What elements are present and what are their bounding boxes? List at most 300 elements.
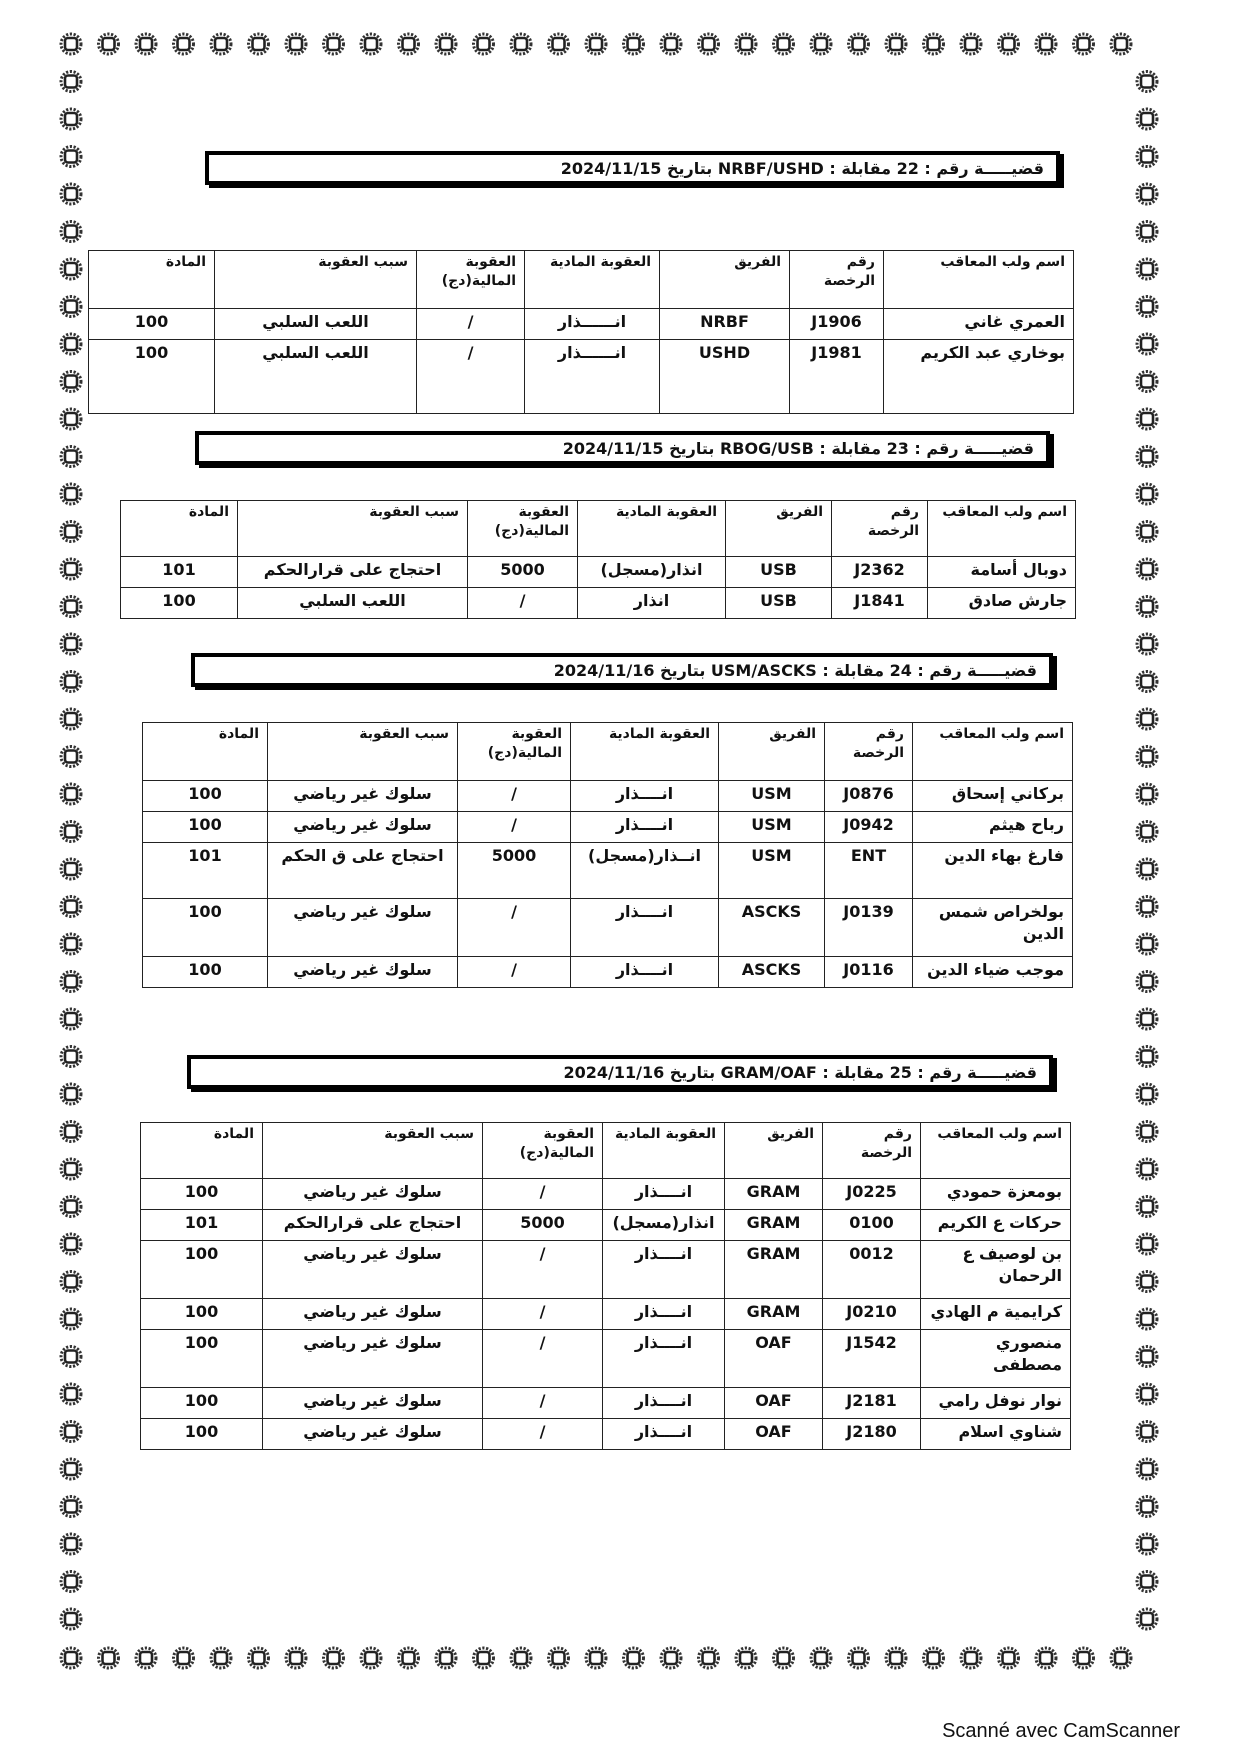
border-ornament bbox=[811, 34, 831, 54]
reason: سلوك غير رياضي bbox=[263, 1241, 483, 1299]
border-ornament bbox=[924, 1648, 944, 1668]
table-row bbox=[143, 812, 1073, 843]
offender-name: نوار نوفل رامي bbox=[921, 1388, 1071, 1419]
border-ornament bbox=[774, 34, 794, 54]
license-number: J1906 bbox=[790, 309, 884, 340]
column-header: سبب العقوبة bbox=[268, 723, 458, 781]
border-ornament bbox=[849, 1648, 869, 1668]
border-ornament bbox=[61, 409, 81, 429]
border-ornament bbox=[1137, 147, 1157, 167]
border-ornament bbox=[61, 1572, 81, 1592]
license-number: J0942 bbox=[825, 812, 913, 843]
column-header: رقم الرخصة bbox=[832, 501, 928, 557]
border-ornament bbox=[1137, 634, 1157, 654]
border-ornament bbox=[61, 972, 81, 992]
team: GRAM bbox=[725, 1241, 823, 1299]
penalty: انــذار(مسجل) bbox=[571, 843, 719, 899]
table-row bbox=[141, 1419, 1071, 1450]
column-header: المادة bbox=[121, 501, 238, 557]
border-ornament bbox=[61, 1309, 81, 1329]
border-ornament bbox=[61, 484, 81, 504]
border-ornament bbox=[361, 34, 381, 54]
border-ornament bbox=[136, 1648, 156, 1668]
column-header: رقم الرخصة bbox=[823, 1123, 921, 1179]
table-row bbox=[89, 340, 1074, 414]
border-ornament bbox=[1137, 822, 1157, 842]
border-ornament bbox=[624, 1648, 644, 1668]
date-prefix: بتاريخ bbox=[660, 660, 706, 680]
date-prefix: بتاريخ bbox=[669, 438, 715, 458]
border-ornament bbox=[1036, 1648, 1056, 1668]
penalty: انــــذار bbox=[603, 1330, 725, 1388]
offender-name: بن لوصيف ع الرحمان bbox=[921, 1241, 1071, 1299]
border-ornament bbox=[1137, 1272, 1157, 1292]
license-number: J0116 bbox=[825, 957, 913, 988]
border-ornament bbox=[961, 34, 981, 54]
penalty-table-22 bbox=[88, 250, 1074, 414]
border-ornament bbox=[1137, 559, 1157, 579]
article: 100 bbox=[143, 781, 268, 812]
case-number: قضيـــــة رقم : 24 مقابلة : bbox=[822, 660, 1037, 680]
border-ornament bbox=[1137, 1384, 1157, 1404]
fine: / bbox=[483, 1179, 603, 1210]
border-ornament bbox=[399, 1648, 419, 1668]
border-ornament bbox=[1137, 859, 1157, 879]
penalty: انــــذار bbox=[571, 957, 719, 988]
article: 100 bbox=[141, 1179, 263, 1210]
border-ornament bbox=[61, 859, 81, 879]
border-ornament bbox=[61, 1084, 81, 1104]
article: 100 bbox=[141, 1299, 263, 1330]
border-ornament bbox=[99, 34, 119, 54]
border-ornament bbox=[699, 34, 719, 54]
column-header: العقوبة المادية bbox=[525, 251, 660, 309]
offender-name: دوبال أسامة bbox=[928, 557, 1076, 588]
border-ornament bbox=[1137, 1347, 1157, 1367]
border-ornament bbox=[1137, 1009, 1157, 1029]
border-ornament bbox=[1137, 1497, 1157, 1517]
border-ornament bbox=[61, 1609, 81, 1629]
reason: احتجاج على ق الحكم bbox=[268, 843, 458, 899]
table-row bbox=[143, 843, 1073, 899]
column-header: العقوبة المالية(دج) bbox=[468, 501, 578, 557]
border-ornament bbox=[61, 934, 81, 954]
table-row bbox=[89, 309, 1074, 340]
border-ornament bbox=[61, 72, 81, 92]
border-ornament bbox=[1137, 259, 1157, 279]
border-ornament bbox=[61, 1384, 81, 1404]
case-number: قضيـــــة رقم : 25 مقابلة : bbox=[822, 1062, 1037, 1082]
team: USM bbox=[719, 781, 825, 812]
border-ornament bbox=[1137, 1422, 1157, 1442]
fine: / bbox=[483, 1241, 603, 1299]
reason: سلوك غير رياضي bbox=[263, 1330, 483, 1388]
penalty: انــــذار bbox=[603, 1419, 725, 1450]
border-ornament bbox=[1137, 297, 1157, 317]
table-row bbox=[141, 1330, 1071, 1388]
offender-name: بومعزة حمودي bbox=[921, 1179, 1071, 1210]
penalty: انــــذار bbox=[571, 812, 719, 843]
penalty: انــــــذار bbox=[525, 340, 660, 414]
border-ornament bbox=[474, 1648, 494, 1668]
border-ornament bbox=[886, 34, 906, 54]
border-ornament bbox=[1137, 484, 1157, 504]
border-ornament bbox=[1137, 409, 1157, 429]
border-ornament bbox=[511, 1648, 531, 1668]
table-row bbox=[141, 1388, 1071, 1419]
border-ornament bbox=[1137, 447, 1157, 467]
table-row bbox=[143, 957, 1073, 988]
border-ornament bbox=[624, 34, 644, 54]
penalty: انذار(مسجل) bbox=[578, 557, 726, 588]
border-ornament bbox=[61, 559, 81, 579]
border-ornament bbox=[286, 1648, 306, 1668]
border-ornament bbox=[774, 1648, 794, 1668]
border-ornament bbox=[61, 1459, 81, 1479]
article: 100 bbox=[143, 812, 268, 843]
border-ornament bbox=[211, 1648, 231, 1668]
table-row bbox=[141, 1179, 1071, 1210]
table-row bbox=[143, 781, 1073, 812]
date-prefix: بتاريخ bbox=[667, 158, 713, 178]
team: USB bbox=[726, 588, 832, 619]
reason: سلوك غير رياضي bbox=[268, 781, 458, 812]
table-header-row bbox=[141, 1123, 1071, 1179]
column-header: الفريق bbox=[719, 723, 825, 781]
border-ornament bbox=[1074, 1648, 1094, 1668]
reason: سلوك غير رياضي bbox=[263, 1179, 483, 1210]
article: 100 bbox=[141, 1419, 263, 1450]
team: GRAM bbox=[725, 1299, 823, 1330]
column-header: العقوبة المادية bbox=[603, 1123, 725, 1179]
border-ornament bbox=[249, 1648, 269, 1668]
border-ornament bbox=[1137, 597, 1157, 617]
team: USB bbox=[726, 557, 832, 588]
article: 100 bbox=[141, 1388, 263, 1419]
case-number: قضيـــــة رقم : 22 مقابلة : bbox=[829, 158, 1044, 178]
match-date: 2024/11/16 bbox=[553, 660, 655, 680]
offender-name: كرايمية م الهادي bbox=[921, 1299, 1071, 1330]
reason: احتجاج على قرارالحكم bbox=[238, 557, 468, 588]
border-ornament bbox=[1137, 1234, 1157, 1254]
offender-name: فارغ بهاء الدين bbox=[913, 843, 1073, 899]
border-ornament bbox=[61, 1422, 81, 1442]
border-ornament bbox=[661, 34, 681, 54]
license-number: J2362 bbox=[832, 557, 928, 588]
column-header: اسم ولب المعاقب bbox=[913, 723, 1073, 781]
fine: / bbox=[458, 812, 571, 843]
match-name: RBOG/USB bbox=[719, 438, 814, 458]
fine: / bbox=[458, 781, 571, 812]
border-ornament bbox=[1137, 184, 1157, 204]
border-ornament bbox=[1111, 34, 1131, 54]
border-ornament bbox=[61, 1234, 81, 1254]
article: 100 bbox=[89, 309, 215, 340]
fine: / bbox=[458, 957, 571, 988]
column-header: اسم ولب المعاقب bbox=[928, 501, 1076, 557]
border-ornament bbox=[1137, 972, 1157, 992]
border-ornament bbox=[61, 1159, 81, 1179]
reason: اللعب السلبي bbox=[215, 309, 417, 340]
border-ornament bbox=[61, 1272, 81, 1292]
license-number: J2180 bbox=[823, 1419, 921, 1450]
reason: سلوك غير رياضي bbox=[268, 899, 458, 957]
team: USHD bbox=[660, 340, 790, 414]
match-name: GRAM/OAF bbox=[720, 1062, 817, 1082]
table-row bbox=[143, 899, 1073, 957]
fine: / bbox=[483, 1388, 603, 1419]
column-header: العقوبة المالية(دج) bbox=[483, 1123, 603, 1179]
table-row bbox=[141, 1241, 1071, 1299]
border-ornament bbox=[1137, 222, 1157, 242]
border-ornament bbox=[1137, 1122, 1157, 1142]
penalty: انذار(مسجل) bbox=[603, 1210, 725, 1241]
table-header-row bbox=[143, 723, 1073, 781]
column-header: المادة bbox=[141, 1123, 263, 1179]
border-ornament bbox=[61, 147, 81, 167]
match-date: 2024/11/15 bbox=[560, 158, 662, 178]
penalty: انذار bbox=[578, 588, 726, 619]
reason: احتجاج على قرارالحكم bbox=[263, 1210, 483, 1241]
border-ornament bbox=[61, 222, 81, 242]
license-number: ENT bbox=[825, 843, 913, 899]
table-header-row bbox=[89, 251, 1074, 309]
border-ornament bbox=[61, 1122, 81, 1142]
border-ornament bbox=[1137, 1534, 1157, 1554]
border-ornament bbox=[849, 34, 869, 54]
border-ornament bbox=[61, 1347, 81, 1367]
border-ornament bbox=[1111, 1648, 1131, 1668]
team: USM bbox=[719, 812, 825, 843]
border-ornament bbox=[1137, 784, 1157, 804]
border-ornament bbox=[61, 259, 81, 279]
border-ornament bbox=[174, 34, 194, 54]
column-header: رقم الرخصة bbox=[825, 723, 913, 781]
column-header: سبب العقوبة bbox=[215, 251, 417, 309]
article: 101 bbox=[141, 1210, 263, 1241]
scanner-watermark: Scanné avec CamScanner bbox=[942, 1720, 1180, 1742]
reason: سلوك غير رياضي bbox=[263, 1388, 483, 1419]
border-ornament bbox=[286, 34, 306, 54]
fine: 5000 bbox=[458, 843, 571, 899]
offender-name: رباح هيثم bbox=[913, 812, 1073, 843]
match-name: USM/ASCKS bbox=[710, 660, 817, 680]
license-number: 0100 bbox=[823, 1210, 921, 1241]
border-ornament bbox=[1137, 522, 1157, 542]
border-ornament bbox=[61, 297, 81, 317]
border-ornament bbox=[1137, 672, 1157, 692]
article: 101 bbox=[143, 843, 268, 899]
border-ornament bbox=[61, 34, 81, 54]
border-ornament bbox=[1137, 1572, 1157, 1592]
fine: / bbox=[483, 1299, 603, 1330]
case-header-23 bbox=[195, 431, 1050, 465]
table-row bbox=[121, 588, 1076, 619]
border-ornament bbox=[61, 447, 81, 467]
border-ornament bbox=[1137, 1159, 1157, 1179]
border-ornament bbox=[211, 34, 231, 54]
table-row bbox=[141, 1210, 1071, 1241]
license-number: J1841 bbox=[832, 588, 928, 619]
offender-name: بركاني إسحاق bbox=[913, 781, 1073, 812]
border-ornament bbox=[324, 34, 344, 54]
column-header: الفريق bbox=[726, 501, 832, 557]
team: USM bbox=[719, 843, 825, 899]
column-header: الفريق bbox=[725, 1123, 823, 1179]
license-number: J0876 bbox=[825, 781, 913, 812]
border-ornament bbox=[1036, 34, 1056, 54]
license-number: 0012 bbox=[823, 1241, 921, 1299]
border-ornament bbox=[1137, 934, 1157, 954]
article: 100 bbox=[141, 1330, 263, 1388]
border-ornament bbox=[1137, 1309, 1157, 1329]
article: 100 bbox=[141, 1241, 263, 1299]
border-ornament bbox=[1137, 1197, 1157, 1217]
border-ornament bbox=[1137, 334, 1157, 354]
column-header: سبب العقوبة bbox=[263, 1123, 483, 1179]
border-ornament bbox=[61, 1648, 81, 1668]
case-header-25 bbox=[187, 1055, 1053, 1089]
border-ornament bbox=[361, 1648, 381, 1668]
column-header: العقوبة المادية bbox=[578, 501, 726, 557]
date-prefix: بتاريخ bbox=[669, 1062, 716, 1082]
offender-name: حركات ع الكريم bbox=[921, 1210, 1071, 1241]
border-ornament bbox=[1137, 1084, 1157, 1104]
border-ornament bbox=[61, 822, 81, 842]
fine: / bbox=[417, 340, 525, 414]
team: ASCKS bbox=[719, 957, 825, 988]
fine: 5000 bbox=[468, 557, 578, 588]
table-header-row bbox=[121, 501, 1076, 557]
border-ornament bbox=[961, 1648, 981, 1668]
border-ornament bbox=[249, 34, 269, 54]
border-ornament bbox=[61, 1534, 81, 1554]
border-ornament bbox=[1137, 109, 1157, 129]
penalty: انــــذار bbox=[603, 1179, 725, 1210]
border-ornament bbox=[61, 784, 81, 804]
column-header: سبب العقوبة bbox=[238, 501, 468, 557]
border-ornament bbox=[61, 672, 81, 692]
offender-name: شناوي اسلام bbox=[921, 1419, 1071, 1450]
penalty: انــــذار bbox=[571, 899, 719, 957]
reason: اللعب السلبي bbox=[215, 340, 417, 414]
border-ornament bbox=[924, 34, 944, 54]
column-header: العقوبة المادية bbox=[571, 723, 719, 781]
penalty: انــــذار bbox=[571, 781, 719, 812]
border-ornament bbox=[61, 522, 81, 542]
team: GRAM bbox=[725, 1210, 823, 1241]
column-header: اسم ولب المعاقب bbox=[921, 1123, 1071, 1179]
case-header-22 bbox=[205, 151, 1060, 185]
fine: / bbox=[483, 1419, 603, 1450]
border-ornament bbox=[886, 1648, 906, 1668]
license-number: J0225 bbox=[823, 1179, 921, 1210]
border-ornament bbox=[61, 597, 81, 617]
team: OAF bbox=[725, 1330, 823, 1388]
border-ornament bbox=[1137, 709, 1157, 729]
team: OAF bbox=[725, 1419, 823, 1450]
border-ornament bbox=[136, 34, 156, 54]
offender-name: بوخاري عبد الكريم bbox=[884, 340, 1074, 414]
penalty: انــــذار bbox=[603, 1241, 725, 1299]
offender-name: موجب ضياء الدين bbox=[913, 957, 1073, 988]
article: 101 bbox=[121, 557, 238, 588]
license-number: J1542 bbox=[823, 1330, 921, 1388]
offender-name: بولخراص شمس الدين bbox=[913, 899, 1073, 957]
license-number: J0139 bbox=[825, 899, 913, 957]
team: ASCKS bbox=[719, 899, 825, 957]
border-ornament bbox=[61, 634, 81, 654]
reason: سلوك غير رياضي bbox=[263, 1419, 483, 1450]
penalty-table-23 bbox=[120, 500, 1076, 619]
border-ornament bbox=[61, 897, 81, 917]
border-ornament bbox=[61, 334, 81, 354]
reason: سلوك غير رياضي bbox=[268, 957, 458, 988]
border-ornament bbox=[511, 34, 531, 54]
license-number: J0210 bbox=[823, 1299, 921, 1330]
reason: اللعب السلبي bbox=[238, 588, 468, 619]
offender-name: جارش صادق bbox=[928, 588, 1076, 619]
penalty: انــــــذار bbox=[525, 309, 660, 340]
penalty: انــــذار bbox=[603, 1388, 725, 1419]
license-number: J1981 bbox=[790, 340, 884, 414]
column-header: المادة bbox=[143, 723, 268, 781]
border-ornament bbox=[661, 1648, 681, 1668]
column-header: الفريق bbox=[660, 251, 790, 309]
border-ornament bbox=[474, 34, 494, 54]
table-row bbox=[141, 1299, 1071, 1330]
border-ornament bbox=[61, 372, 81, 392]
match-date: 2024/11/15 bbox=[562, 438, 664, 458]
reason: سلوك غير رياضي bbox=[263, 1299, 483, 1330]
border-ornament bbox=[549, 34, 569, 54]
table-row bbox=[121, 557, 1076, 588]
team: OAF bbox=[725, 1388, 823, 1419]
case-number: قضيـــــة رقم : 23 مقابلة : bbox=[819, 438, 1034, 458]
column-header: العقوبة المالية(دج) bbox=[417, 251, 525, 309]
border-ornament bbox=[1137, 1609, 1157, 1629]
border-ornament bbox=[61, 109, 81, 129]
border-ornament bbox=[61, 709, 81, 729]
border-ornament bbox=[436, 1648, 456, 1668]
border-ornament bbox=[1137, 72, 1157, 92]
column-header: المادة bbox=[89, 251, 215, 309]
border-ornament bbox=[1074, 34, 1094, 54]
border-ornament bbox=[736, 34, 756, 54]
fine: / bbox=[417, 309, 525, 340]
border-ornament bbox=[61, 1009, 81, 1029]
article: 100 bbox=[89, 340, 215, 414]
border-ornament bbox=[1137, 897, 1157, 917]
border-ornament bbox=[61, 1497, 81, 1517]
article: 100 bbox=[121, 588, 238, 619]
reason: سلوك غير رياضي bbox=[268, 812, 458, 843]
border-ornament bbox=[324, 1648, 344, 1668]
border-ornament bbox=[174, 1648, 194, 1668]
article: 100 bbox=[143, 957, 268, 988]
fine: 5000 bbox=[483, 1210, 603, 1241]
border-ornament bbox=[399, 34, 419, 54]
border-ornament bbox=[736, 1648, 756, 1668]
border-ornament bbox=[436, 34, 456, 54]
penalty: انــــذار bbox=[603, 1299, 725, 1330]
column-header: رقم الرخصة bbox=[790, 251, 884, 309]
border-ornament bbox=[1137, 1459, 1157, 1479]
border-ornament bbox=[811, 1648, 831, 1668]
border-ornament bbox=[1137, 747, 1157, 767]
column-header: العقوبة المالية(دج) bbox=[458, 723, 571, 781]
border-ornament bbox=[1137, 1047, 1157, 1067]
